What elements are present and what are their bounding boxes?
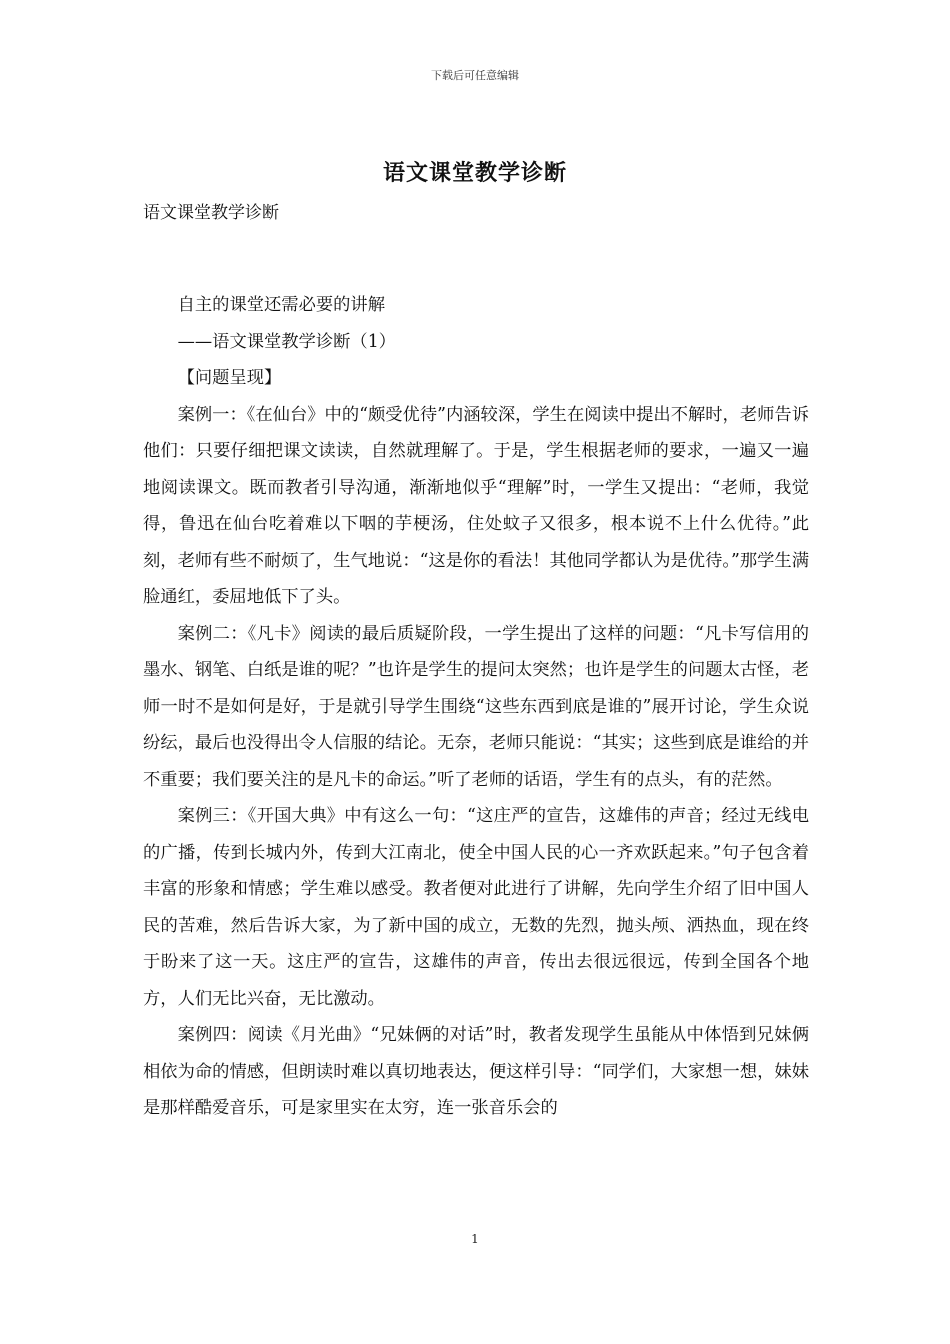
- case-two-paragraph: 案例二：《凡卡》阅读的最后质疑阶段，一学生提出了这样的问题：“凡卡写信用的墨水、钢笔、白纸是谁的呢？”也许是学生的提问太突然；也许是学生的问题太古怪，老师一时不是如何是好，于是就引导学生围绕“这些东西到底是谁的”展开讨论，学生众说纷纭，最后也没得出令人信服的结论。无奈，老师只能说：“其实；这些到底是谁给的并不重要；我们要关注的是凡卡的命运。”听了老师的话语，学生有的点头，有的茫然。: [143, 623, 809, 790]
- header-note: 下载后可任意编辑: [431, 69, 519, 82]
- section-subheading: ——语文课堂教学诊断（1）: [177, 331, 396, 352]
- problem-heading: 【问题呈现】: [177, 368, 282, 388]
- page-number: 1: [471, 1232, 479, 1246]
- case-four-paragraph: 案例四：阅读《月光曲》“兄妹俩的对话”时，教者发现学生虽能从中体悟到兄妹俩相依为命的情感，但朗读时难以真切地表达，便这样引导：“同学们，大家想一想，妹妹是那样酷爱音乐，可是家里实在太穷，连一张音乐会的: [143, 1025, 809, 1118]
- section-heading: 自主的课堂还需必要的讲解: [177, 295, 385, 315]
- document-body: [143, 199, 809, 1127]
- document-subtitle: 语文课堂教学诊断: [143, 203, 279, 223]
- case-three-paragraph: 案例三：《开国大典》中有这么一句：“这庄严的宣告，这雄伟的声音；经过无线电的广播，传到长城内外，传到大江南北，使全中国人民的心一齐欢跃起来。”句子包含着丰富的形象和情感；学生难以感受。教者便对此进行了讲解，先向学生介绍了旧中国人民的苦难，然后告诉大家，为了新中国的成立，无数的先烈，抛头颅、洒热血，现在终于盼来了这一天。这庄严的宣告，这雄伟的声音，传出去很远很远，传到全国各个地方，人们无比兴奋，无比激动。: [143, 806, 809, 1009]
- document-title: 语文课堂教学诊断: [382, 160, 567, 186]
- case-one-paragraph: 案例一：《在仙台》中的“颇受优待”内涵较深，学生在阅读中提出不解时，老师告诉他们：只要仔细把课文读读，自然就理解了。于是，学生根据老师的要求，一遍又一遍地阅读课文。既而教者引导沟通，渐渐地似乎“理解”时，一学生又提出：“老师，我觉得，鲁迅在仙台吃着难以下咽的芋梗汤，住处蚊子又很多，根本说不上什么优待。”此刻，老师有些不耐烦了，生气地说：“这是你的看法！其他同学都认为是优待。”那学生满脸通红，委屈地低下了头。: [143, 404, 809, 607]
